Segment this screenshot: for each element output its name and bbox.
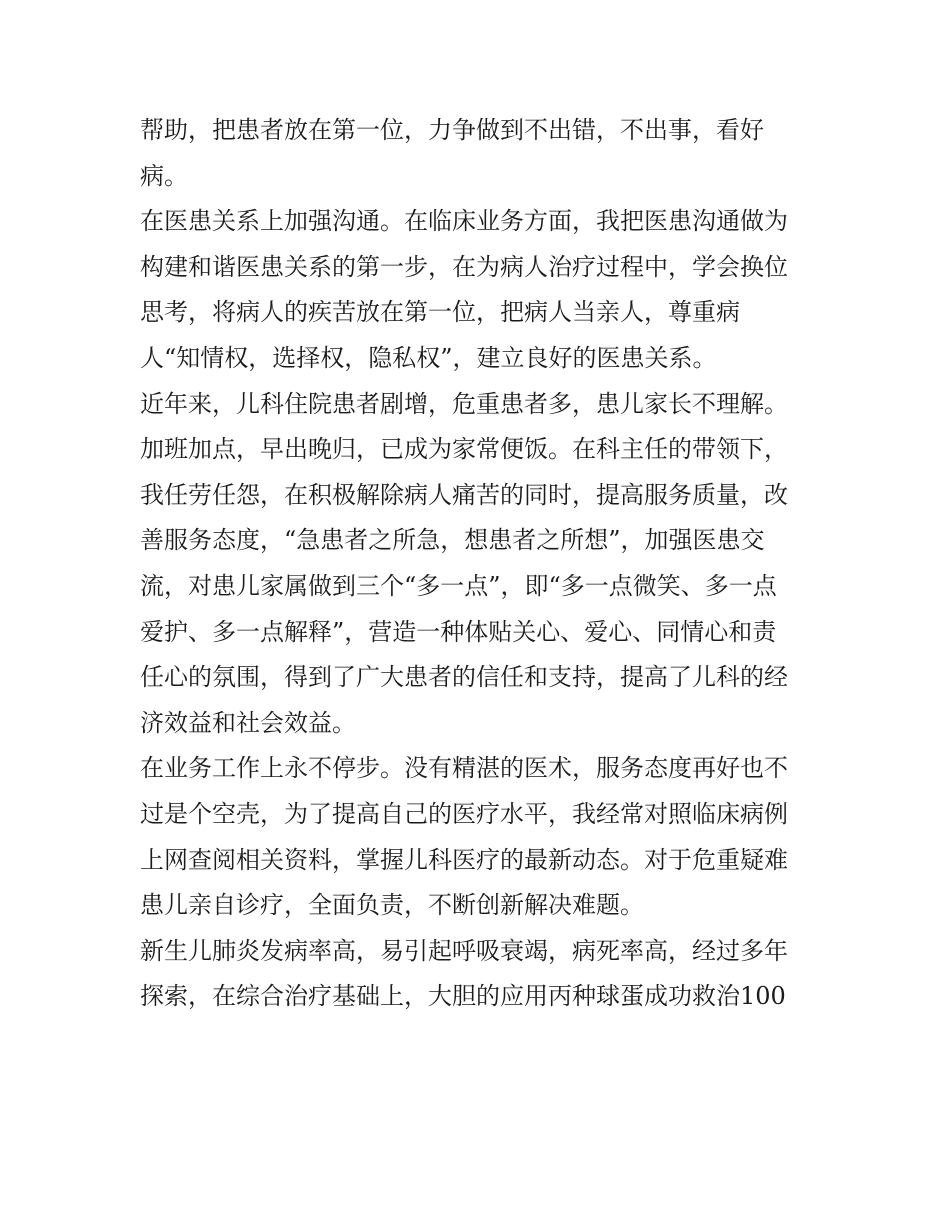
text-line: 上网查阅相关资料，掌握儿科医疗的最新动态。对于危重疑难 — [140, 845, 788, 874]
text-line: 在医患关系上加强沟通。在临床业务方面，我把医患沟通做为 — [140, 207, 788, 236]
text-line: 我任劳任怨，在积极解除病人痛苦的同时，提高服务质量，改 — [140, 480, 788, 509]
text-line: 患儿亲自诊疗，全面负责，不断创新解决难题。 — [140, 891, 644, 920]
text-line: 济效益和社会效益。 — [140, 708, 356, 737]
text-line: 人“知情权，选择权，隐私权”，建立良好的医患关系。 — [140, 343, 717, 372]
text-line: 任心的氛围，得到了广大患者的信任和支持，提高了儿科的经 — [140, 663, 788, 692]
text-line: 流，对患儿家属做到三个“多一点”，即“多一点微笑、多一点 — [140, 571, 777, 600]
text-line: 病。 — [140, 161, 188, 190]
text-line: 构建和谐医患关系的第一步，在为病人治疗过程中，学会换位 — [140, 252, 788, 281]
text-line: 探索，在综合治疗基础上，大胆的应用丙种球蛋成功救治100 — [140, 982, 786, 1011]
text-line: 新生儿肺炎发病率高，易引起呼吸衰竭，病死率高，经过多年 — [140, 936, 788, 965]
text-line: 善服务态度，“急患者之所急，想患者之所想”，加强医患交 — [140, 526, 765, 555]
text-line: 加班加点，早出晚归，已成为家常便饭。在科主任的带领下， — [140, 435, 788, 464]
text-line: 在业务工作上永不停步。没有精湛的医术，服务态度再好也不 — [140, 754, 788, 783]
text-line: 爱护、多一点解释”，营造一种体贴关心、爱心、同情心和责 — [140, 617, 777, 646]
document-body — [140, 108, 820, 1020]
text-line: 思考，将病人的疾苦放在第一位，把病人当亲人，尊重病 — [140, 298, 740, 327]
text-line: 近年来，儿科住院患者剧增，危重患者多，患儿家长不理解。 — [140, 389, 788, 418]
text-line: 过是个空壳，为了提高自己的医疗水平，我经常对照临床病例 — [140, 799, 788, 828]
text-line: 帮助，把患者放在第一位，力争做到不出错，不出事，看好 — [140, 116, 764, 144]
